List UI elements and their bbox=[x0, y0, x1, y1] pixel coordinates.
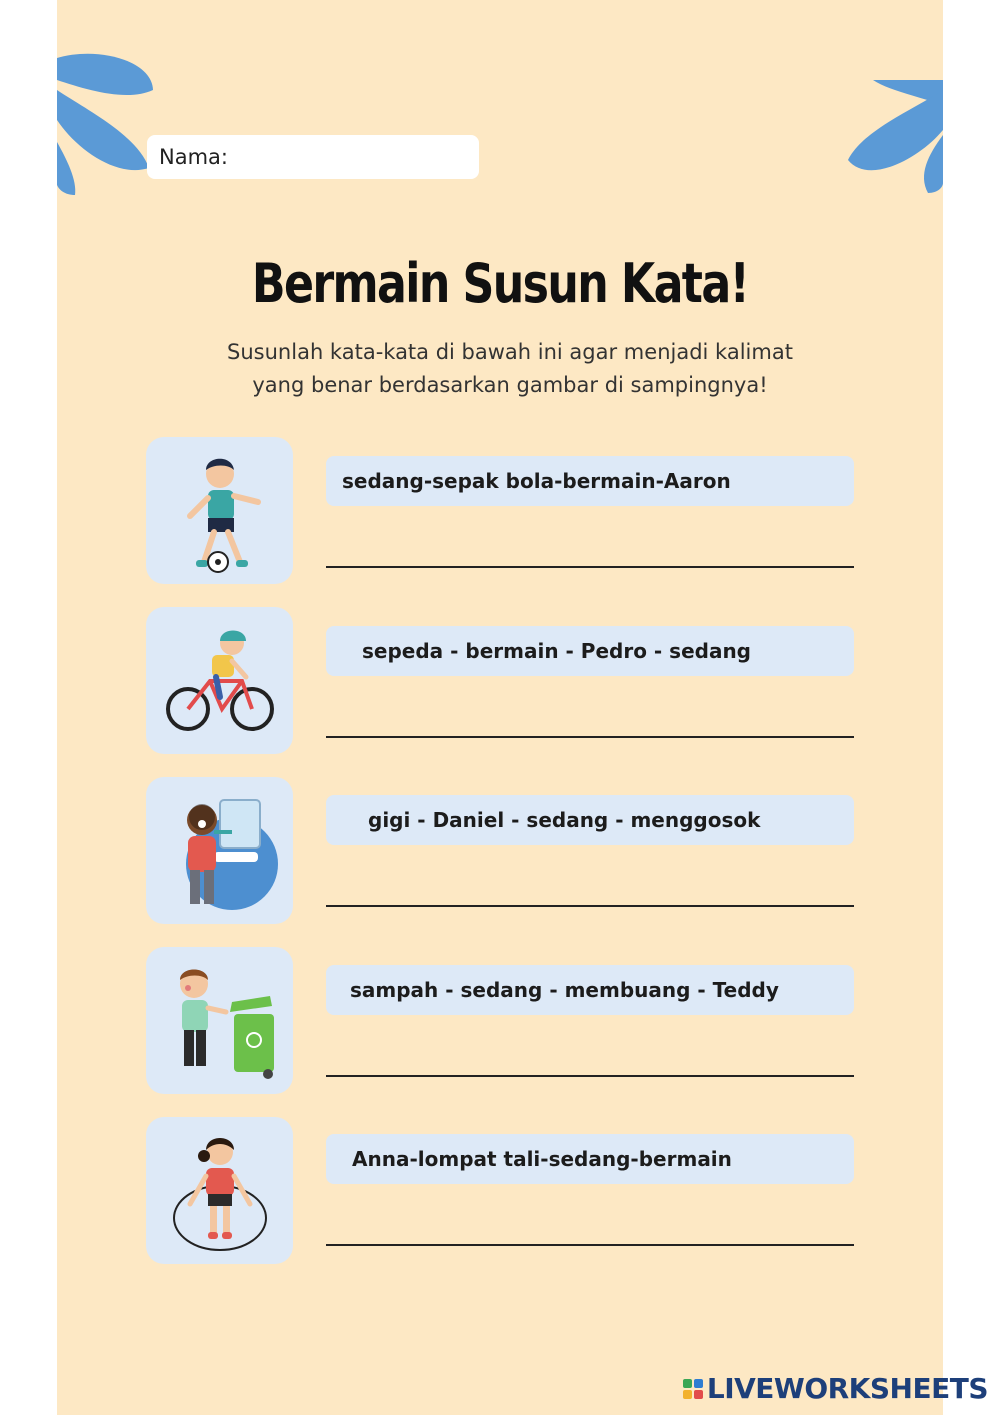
brand-name: LIVEWORKSHEETS bbox=[706, 1372, 988, 1405]
prompt-card bbox=[326, 795, 854, 845]
instruction-text bbox=[150, 336, 870, 402]
prompt-card bbox=[326, 965, 854, 1015]
corner-leaf-decoration-right bbox=[843, 75, 943, 200]
name-field-box bbox=[147, 135, 479, 179]
answer-input[interactable] bbox=[326, 530, 854, 568]
picture-card-bicycle bbox=[146, 607, 293, 754]
answer-input[interactable] bbox=[326, 869, 854, 907]
prompt-card bbox=[326, 456, 854, 506]
prompt-text: gigi - Daniel - sedang - menggosok bbox=[368, 808, 761, 832]
answer-input[interactable] bbox=[326, 700, 854, 738]
prompt-text: sepeda - bermain - Pedro - sedang bbox=[362, 639, 751, 663]
name-input[interactable] bbox=[234, 144, 487, 170]
corner-leaf-decoration-left bbox=[57, 50, 157, 200]
boy-riding-bicycle-icon bbox=[160, 621, 280, 741]
instruction-line-2: yang benar berdasarkan gambar di sampingnya! bbox=[252, 373, 768, 397]
answer-input[interactable] bbox=[326, 1208, 854, 1246]
prompt-text: Anna-lompat tali-sedang-bermain bbox=[352, 1147, 732, 1171]
prompt-text: sampah - sedang - membuang - Teddy bbox=[350, 978, 779, 1002]
girl-jumping-rope-icon bbox=[160, 1126, 280, 1256]
name-label: Nama: bbox=[159, 145, 228, 169]
picture-card-brushing-teeth bbox=[146, 777, 293, 924]
answer-input[interactable] bbox=[326, 1039, 854, 1077]
prompt-card bbox=[326, 1134, 854, 1184]
prompt-card bbox=[326, 626, 854, 676]
page-title: Bermain Susun Kata! bbox=[251, 252, 749, 315]
picture-card-throwing-trash bbox=[146, 947, 293, 1094]
liveworksheets-logo-icon bbox=[683, 1379, 703, 1399]
liveworksheets-logo[interactable] bbox=[683, 1372, 988, 1405]
picture-card-jump-rope bbox=[146, 1117, 293, 1264]
prompt-text: sedang-sepak bola-bermain-Aaron bbox=[342, 469, 731, 493]
boy-throwing-trash-icon bbox=[160, 956, 280, 1086]
instruction-line-1: Susunlah kata-kata di bawah ini agar menjadi kalimat bbox=[227, 340, 793, 364]
boy-playing-soccer-icon bbox=[170, 446, 270, 576]
picture-card-soccer bbox=[146, 437, 293, 584]
boy-brushing-teeth-icon bbox=[160, 786, 280, 916]
